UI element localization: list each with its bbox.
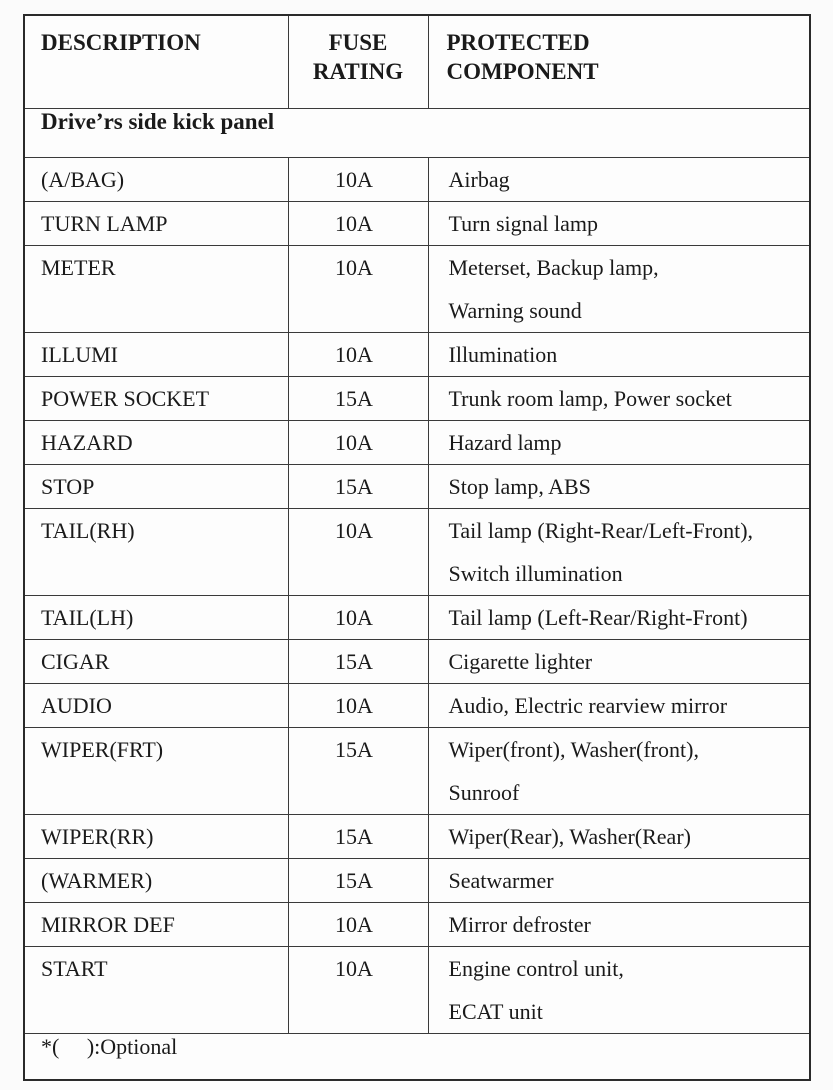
protected-component-line1: Engine control unit,	[448, 956, 624, 981]
protected-component-line2: Warning sound	[448, 298, 582, 323]
fuse-rating-text: 10A	[335, 211, 373, 236]
fuse-rating-text: 15A	[335, 649, 373, 674]
fuse-rating	[288, 202, 428, 246]
protected-component-line2: ECAT unit	[448, 999, 543, 1024]
table-row	[24, 728, 810, 815]
protected-component-line1: Stop lamp, ABS	[448, 474, 591, 499]
protected-component-line1: Audio, Electric rearview mirror	[448, 693, 728, 718]
fuse-rating	[288, 333, 428, 377]
fuse-description-text: ILLUMI	[41, 342, 118, 367]
fuse-rating	[288, 859, 428, 903]
fuse-rating-text: 15A	[335, 737, 373, 762]
protected-component	[428, 815, 810, 859]
fuse-rating	[288, 246, 428, 333]
fuse-rating-text: 15A	[335, 824, 373, 849]
header-fuse-rating	[288, 15, 428, 109]
fuse-description	[24, 333, 288, 377]
table-row	[24, 859, 810, 903]
fuse-rating	[288, 728, 428, 815]
fuse-description-text: HAZARD	[41, 430, 133, 455]
protected-component-line1: Wiper(front), Washer(front),	[448, 737, 699, 762]
fuse-description	[24, 377, 288, 421]
protected-component-line1: Seatwarmer	[448, 868, 554, 893]
fuse-rating-text: 15A	[335, 386, 373, 411]
header-description	[24, 15, 288, 109]
fuse-rating-text: 10A	[335, 693, 373, 718]
fuse-description	[24, 202, 288, 246]
protected-component-line1: Tail lamp (Right-Rear/Left-Front),	[448, 518, 754, 543]
fuse-description	[24, 246, 288, 333]
header-row	[24, 15, 810, 109]
fuse-description-text: (A/BAG)	[41, 167, 125, 192]
protected-component	[428, 903, 810, 947]
fuse-description	[24, 859, 288, 903]
protected-component	[428, 859, 810, 903]
section-title: Drive’rs side kick panel	[24, 109, 810, 158]
fuse-table	[23, 14, 811, 1081]
fuse-rating-text: 10A	[335, 167, 373, 192]
fuse-description	[24, 596, 288, 640]
protected-component-line1: Cigarette lighter	[448, 649, 593, 674]
protected-component	[428, 333, 810, 377]
protected-component-line1: Airbag	[448, 167, 510, 192]
header-protected-label: PROTECTED	[446, 30, 590, 55]
fuse-description	[24, 158, 288, 202]
table-row	[24, 596, 810, 640]
protected-component	[428, 158, 810, 202]
header-protected-component	[428, 15, 810, 109]
fuse-description-text: TAIL(RH)	[41, 518, 135, 543]
protected-component-line1: Mirror defroster	[448, 912, 591, 937]
fuse-rating	[288, 509, 428, 596]
fuse-description	[24, 947, 288, 1034]
footnote	[24, 1034, 810, 1081]
protected-component	[428, 596, 810, 640]
table-row	[24, 333, 810, 377]
fuse-rating	[288, 377, 428, 421]
protected-component-line1: Hazard lamp	[448, 430, 562, 455]
table-row	[24, 202, 810, 246]
header-component-label: COMPONENT	[446, 59, 599, 84]
fuse-description-text: TAIL(LH)	[41, 605, 134, 630]
fuse-rating	[288, 684, 428, 728]
fuse-description-text: WIPER(FRT)	[41, 737, 164, 762]
protected-component	[428, 246, 810, 333]
protected-component-line1: Tail lamp (Left-Rear/Right-Front)	[448, 605, 748, 630]
table-row	[24, 377, 810, 421]
protected-component	[428, 684, 810, 728]
table-row	[24, 640, 810, 684]
protected-component	[428, 640, 810, 684]
fuse-rating-text: 10A	[335, 430, 373, 455]
fuse-description-text: TURN LAMP	[41, 211, 168, 236]
protected-component-line1: Turn signal lamp	[448, 211, 599, 236]
protected-component-line1: Meterset, Backup lamp,	[448, 255, 659, 280]
fuse-description	[24, 728, 288, 815]
fuse-rating	[288, 903, 428, 947]
fuse-description-text: START	[41, 956, 108, 981]
fuse-rating	[288, 465, 428, 509]
protected-component	[428, 728, 810, 815]
fuse-rating-text: 15A	[335, 868, 373, 893]
table-row	[24, 509, 810, 596]
fuse-rating-text: 10A	[335, 342, 373, 367]
header-rating-label: RATING	[312, 59, 404, 84]
protected-component	[428, 202, 810, 246]
table-row	[24, 421, 810, 465]
fuse-description-text: METER	[41, 255, 116, 280]
fuse-description	[24, 684, 288, 728]
footnote-text: *( ):Optional	[41, 1034, 178, 1059]
table-row	[24, 815, 810, 859]
protected-component	[428, 421, 810, 465]
protected-component-line2: Sunroof	[448, 780, 520, 805]
protected-component	[428, 465, 810, 509]
protected-component-line2: Switch illumination	[448, 561, 623, 586]
fuse-description-text: STOP	[41, 474, 95, 499]
fuse-description	[24, 903, 288, 947]
fuse-rating-text: 15A	[335, 474, 373, 499]
fuse-rating-text: 10A	[335, 255, 373, 280]
header-fuse-label: FUSE	[328, 30, 388, 55]
table-row	[24, 158, 810, 202]
fuse-rating	[288, 815, 428, 859]
table-row	[24, 684, 810, 728]
fuse-description	[24, 421, 288, 465]
protected-component-line1: Wiper(Rear), Washer(Rear)	[448, 824, 691, 849]
fuse-rating	[288, 640, 428, 684]
fuse-rating-text: 10A	[335, 605, 373, 630]
fuse-description	[24, 465, 288, 509]
protected-component	[428, 509, 810, 596]
fuse-description-text: AUDIO	[41, 693, 112, 718]
protected-component-line1: Trunk room lamp, Power socket	[448, 386, 732, 411]
fuse-rating	[288, 947, 428, 1034]
fuse-description-text: MIRROR DEF	[41, 912, 175, 937]
table-row	[24, 246, 810, 333]
footnote-row	[24, 1034, 810, 1081]
fuse-rating-text: 10A	[335, 956, 373, 981]
fuse-description-text: POWER SOCKET	[41, 386, 210, 411]
table-row	[24, 903, 810, 947]
table-row	[24, 465, 810, 509]
fuse-rating-text: 10A	[335, 912, 373, 937]
fuse-rating	[288, 158, 428, 202]
header-description-label: DESCRIPTION	[41, 30, 201, 55]
fuse-description-text: (WARMER)	[41, 868, 153, 893]
fuse-rating	[288, 596, 428, 640]
fuse-description	[24, 640, 288, 684]
protected-component-line1: Illumination	[448, 342, 558, 367]
fuse-rating	[288, 421, 428, 465]
fuse-description-text: CIGAR	[41, 649, 110, 674]
protected-component	[428, 947, 810, 1034]
fuse-description	[24, 509, 288, 596]
section-row	[24, 109, 810, 158]
table-row	[24, 947, 810, 1034]
fuse-description	[24, 815, 288, 859]
fuse-rating-text: 10A	[335, 518, 373, 543]
fuse-description-text: WIPER(RR)	[41, 824, 154, 849]
protected-component	[428, 377, 810, 421]
